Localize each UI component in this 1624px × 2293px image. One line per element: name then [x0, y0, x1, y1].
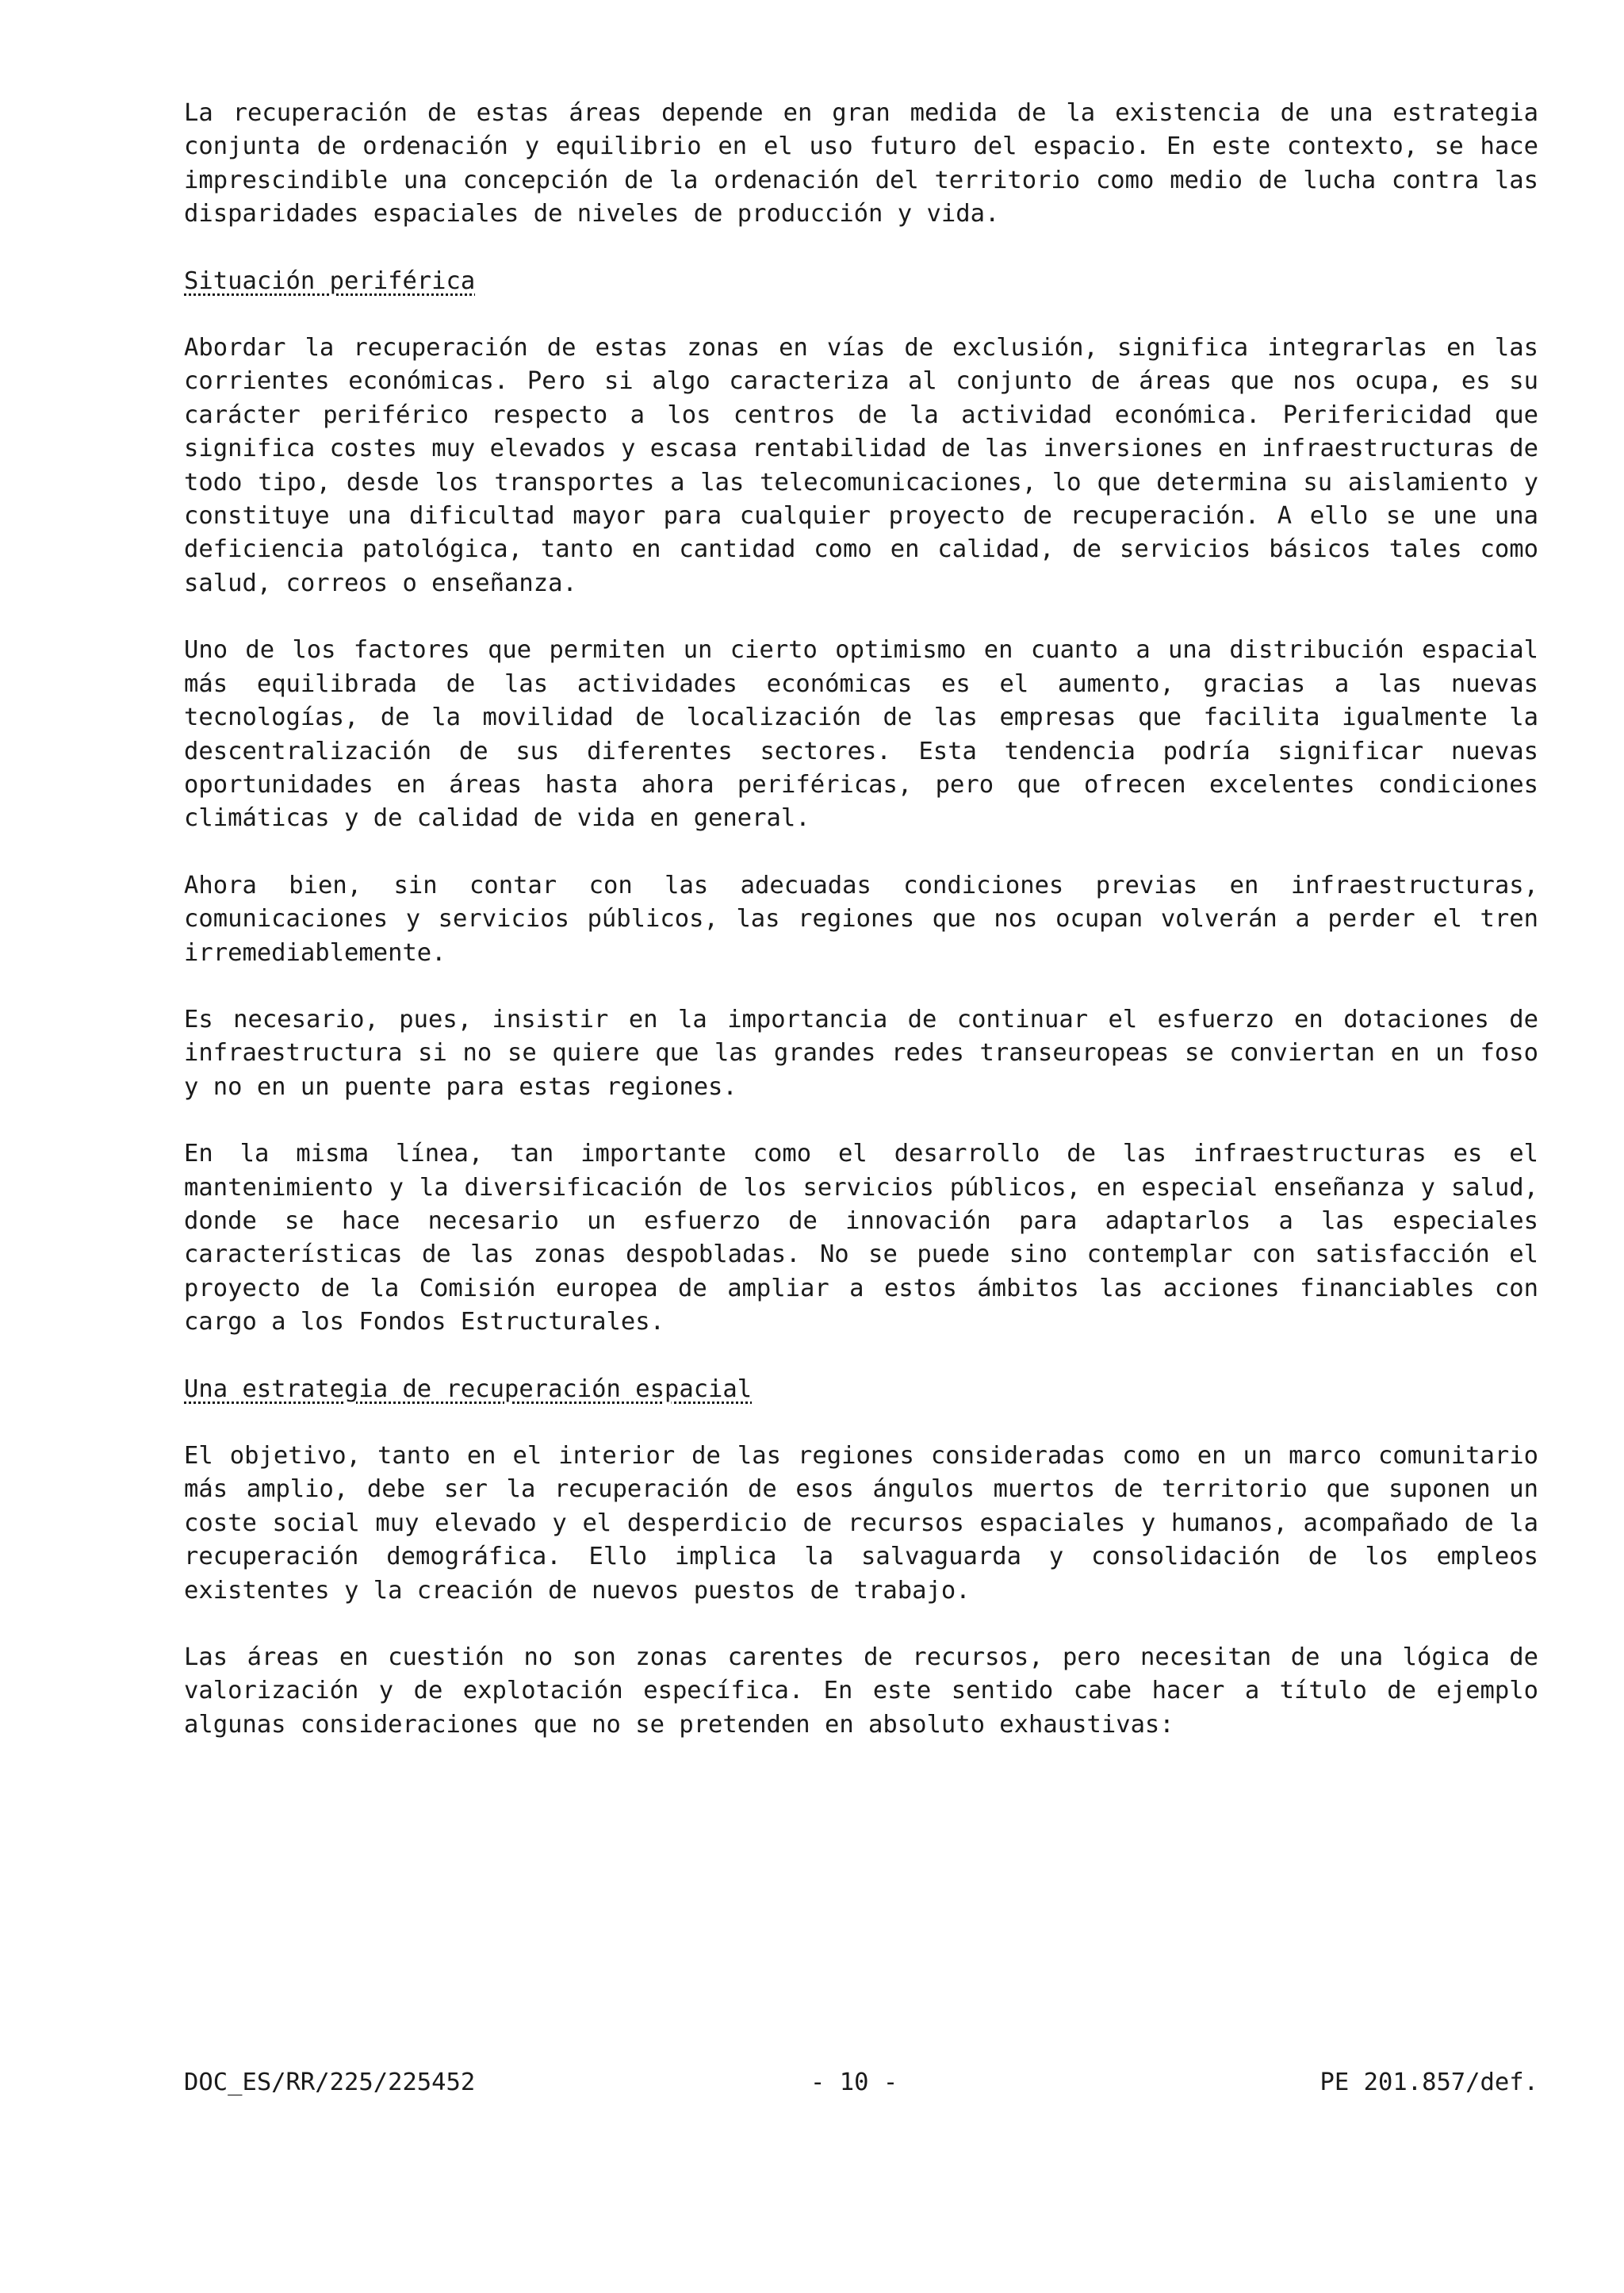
footer-pe-reference: PE 201.857/def.: [1320, 2069, 1538, 2096]
paragraph-es-necesario: Es necesario, pues, insistir en la importancia de continuar el esfuerzo en dotaciones de infraestructura si no se quiere que las grandes redes transeuropeas se conviertan en un foso y no en un puente para estas regiones.: [184, 1005, 1538, 1101]
section-heading-estrategia: Una estrategia de recuperación espacial: [184, 1375, 753, 1403]
section-heading-situacion-periferica: Situación periférica: [184, 266, 476, 295]
paragraph-intro: La recuperación de estas áreas depende en gran medida de la existencia de una estrategia conjunta de ordenación y equilibrio en el uso futuro del espacio. En este contexto, se hace imprescindible una concepción de la ordenación del territorio como medio de lucha contra las disparidades espaciales de niveles de producción y vida.: [184, 99, 1538, 228]
footer-doc-reference: DOC_ES/RR/225/225452: [184, 2069, 476, 2096]
paragraph-areas-cuestion: Las áreas en cuestión no son zonas carentes de recursos, pero necesitan de una lógica de valorización y de explotación específica. En este sentido cabe hacer a título de ejemplo algunas consideraciones que no se pretenden en absoluto exhaustivas:: [184, 1643, 1538, 1739]
page-footer: [184, 2065, 1538, 2100]
paragraph-periferia: Abordar la recuperación de estas zonas en vías de exclusión, significa integrarlas en las corrientes económicas. Pero si algo caracteriza al conjunto de áreas que nos ocupa, es su carácter periférico respecto a los centros de la actividad económica. Perifericidad que significa costes muy elevados y escasa rentabilidad de las inversiones en infraestructuras de todo tipo, desde los transportes a las telecomunicaciones, lo que determina su aislamiento y constituye una dificultad mayor para cualquier proyecto de recuperación. A ello se une una deficiencia patológica, tanto en cantidad como en calidad, de servicios básicos tales como salud, correos o enseñanza.: [184, 334, 1538, 597]
paragraph-ahora-bien: Ahora bien, sin contar con las adecuadas condiciones previas en infraestructuras, comunicaciones y servicios públicos, las regiones que nos ocupan volverán a perder el tren irremediablemente.: [184, 871, 1538, 967]
document-body: [184, 97, 1538, 1775]
footer-page-number: - 10 -: [810, 2069, 898, 2096]
paragraph-optimismo: Uno de los factores que permiten un cierto optimismo en cuanto a una distribución espacial más equilibrada de las actividades económicas es el aumento, gracias a las nuevas tecnologías, de la movilidad de localización de las empresas que facilita igualmente la descentralización de sus diferentes sectores. Esta tendencia podría significar nuevas oportunidades en áreas hasta ahora periféricas, pero que ofrecen excelentes condiciones climáticas y de calidad de vida en general.: [184, 636, 1538, 833]
paragraph-misma-linea: En la misma línea, tan importante como el desarrollo de las infraestructuras es el mantenimiento y la diversificación de los servicios públicos, en especial enseñanza y salud, donde se hace necesario un esfuerzo de innovación para adaptarlos a las especiales características de las zonas despobladas. No se puede sino contemplar con satisfacción el proyecto de la Comisión europea de ampliar a estos ámbitos las acciones financiables con cargo a los Fondos Estructurales.: [184, 1140, 1538, 1336]
paragraph-objetivo: El objetivo, tanto en el interior de las regiones consideradas como en un marco comunitario más amplio, debe ser la recuperación de esos ángulos muertos de territorio que suponen un coste social muy elevado y el desperdicio de recursos espaciales y humanos, acompañado de la recuperación demográfica. Ello implica la salvaguarda y consolidación de los empleos existentes y la creación de nuevos puestos de trabajo.: [184, 1442, 1538, 1605]
